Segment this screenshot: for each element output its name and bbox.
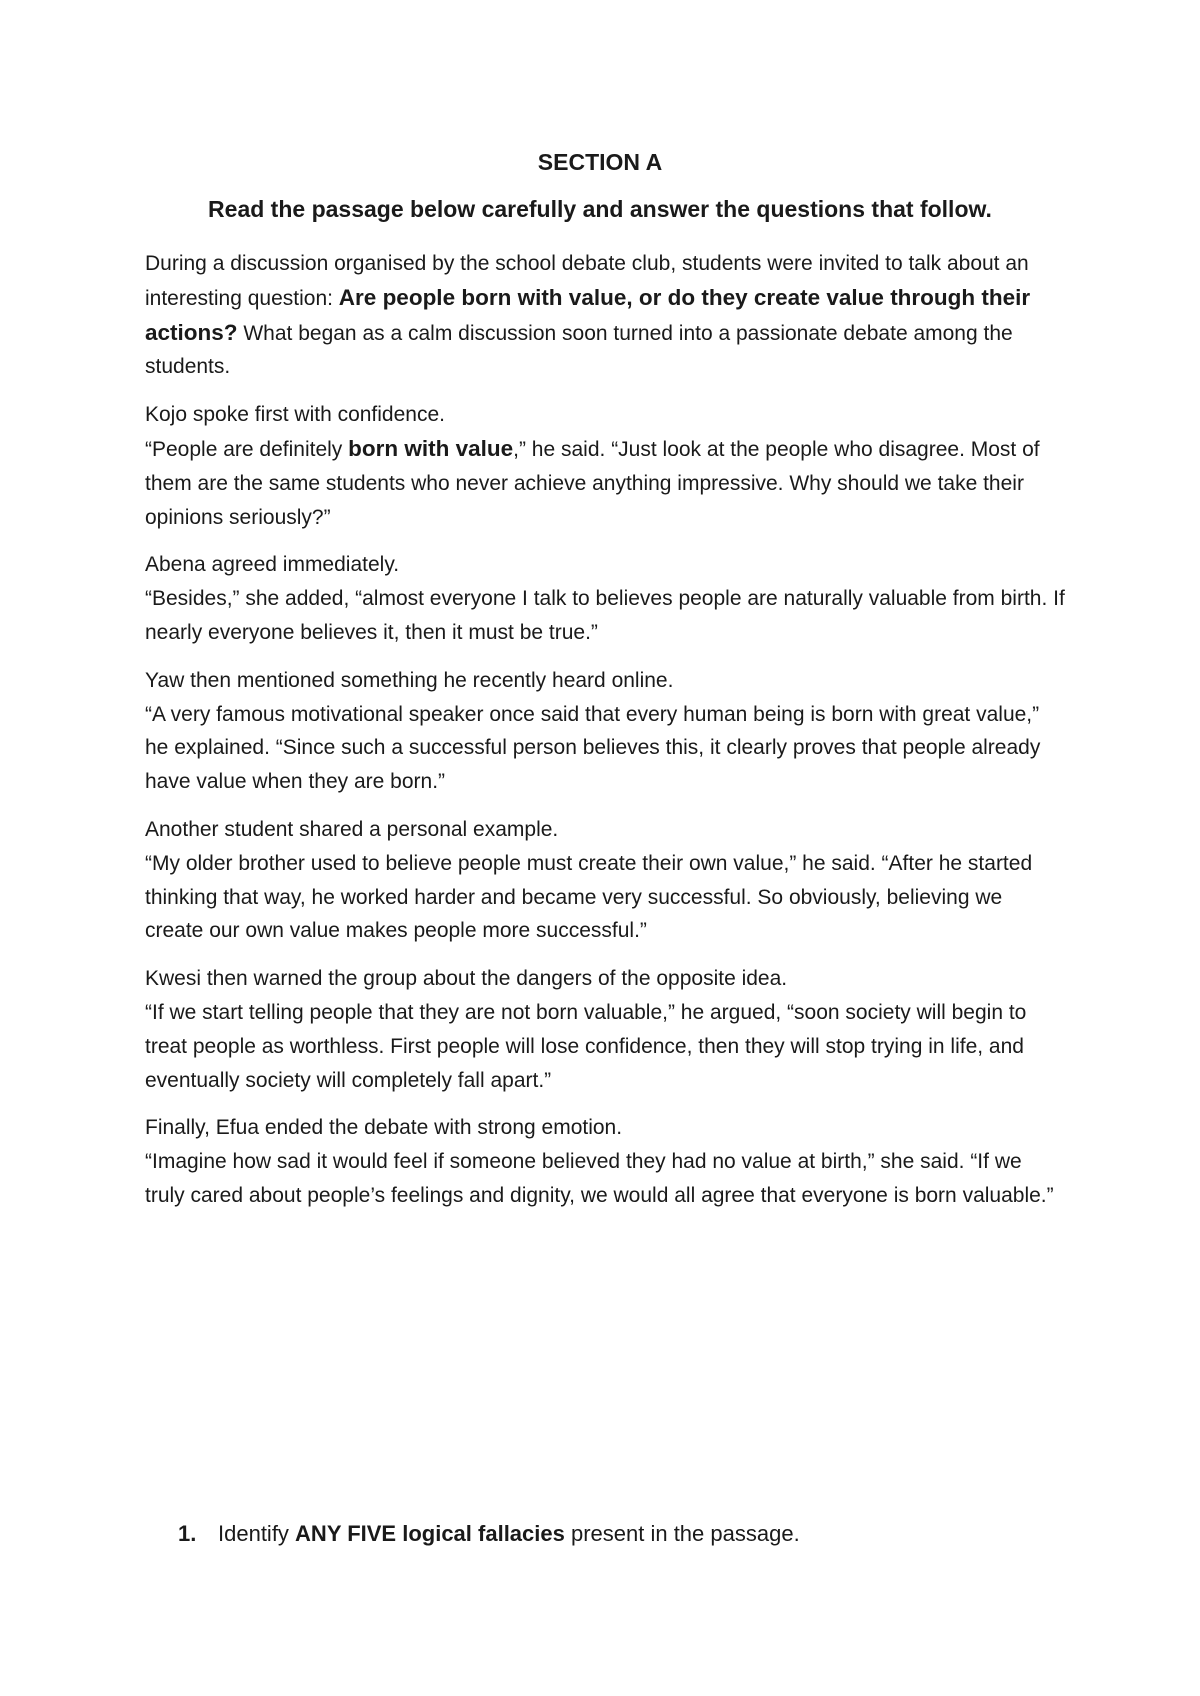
paragraph-efua bbox=[145, 1111, 1065, 1212]
paragraph-kojo bbox=[145, 398, 1065, 534]
question-text bbox=[218, 1518, 800, 1550]
question-number: 1. bbox=[178, 1521, 197, 1546]
key-question: Are people born with value, or do they create value through their actions? bbox=[145, 284, 1031, 345]
abena-lead: Abena agreed immediately. bbox=[145, 553, 400, 577]
kojo-quote-end: ,” he said. “Just look at the people who disagree. Most of them are the same students who never achieve anything impressive. Why should we take their opinions seriously?” bbox=[145, 437, 1040, 529]
efua-quote: “Imagine how sad it would feel if someone believed they had no value at birth,” she said. “If we truly cared about people’s feelings and dignity, we would all agree that everyone is born valuable.” bbox=[145, 1150, 1054, 1207]
another-quote: “My older brother used to believe people must create their own value,” he said. “After he started thinking that way, he worked harder and became very successful. So obviously, believing we create our own value makes people more successful.” bbox=[145, 851, 1033, 943]
efua-lead: Finally, Efua ended the debate with strong emotion. bbox=[145, 1116, 623, 1140]
kojo-emphasis: born with value bbox=[348, 435, 514, 461]
question-list bbox=[178, 1518, 1078, 1550]
kojo-quote-start: “People are definitely bbox=[145, 437, 349, 461]
question-text-start: Identify bbox=[218, 1521, 296, 1546]
kwesi-quote: “If we start telling people that they are not born valuable,” he argued, “soon society will begin to treat people as worthless. First people will lose confidence, then they will stop trying in life, and eventually society will completely fall apart.” bbox=[145, 1000, 1027, 1092]
paragraph-intro bbox=[145, 247, 1065, 384]
instruction-heading: Read the passage below carefully and answer the questions that follow. bbox=[208, 196, 992, 222]
question-emphasis: ANY FIVE logical fallacies bbox=[295, 1521, 565, 1546]
question-text-end: present in the passage. bbox=[564, 1521, 800, 1546]
abena-quote: “Besides,” she added, “almost everyone I talk to believes people are naturally valuable from birth. If nearly everyone believes it, then it must be true.” bbox=[145, 587, 1065, 644]
kwesi-lead: Kwesi then warned the group about the dangers of the opposite idea. bbox=[145, 967, 788, 991]
section-title: SECTION A bbox=[537, 149, 663, 175]
passage bbox=[145, 247, 1065, 1227]
paragraph-yaw bbox=[145, 664, 1065, 799]
intro-text-end: What began as a calm discussion soon turned into a passionate debate among the students. bbox=[145, 321, 1013, 379]
paragraph-another-student bbox=[145, 813, 1065, 948]
paragraph-kwesi bbox=[145, 962, 1065, 1097]
kojo-lead: Kojo spoke first with confidence. bbox=[145, 403, 445, 427]
another-lead: Another student shared a personal example. bbox=[145, 817, 559, 841]
question-item bbox=[178, 1518, 1078, 1550]
yaw-lead: Yaw then mentioned something he recently heard online. bbox=[145, 668, 674, 692]
paragraph-abena bbox=[145, 548, 1065, 649]
yaw-quote: “A very famous motivational speaker once said that every human being is born with great value,” he explained. “Since such a successful person believes this, it clearly proves that people already have value when they are born.” bbox=[145, 702, 1041, 794]
intro-text: During a discussion organised by the school debate club, students were invited to talk about an interesting question: bbox=[145, 252, 1029, 310]
